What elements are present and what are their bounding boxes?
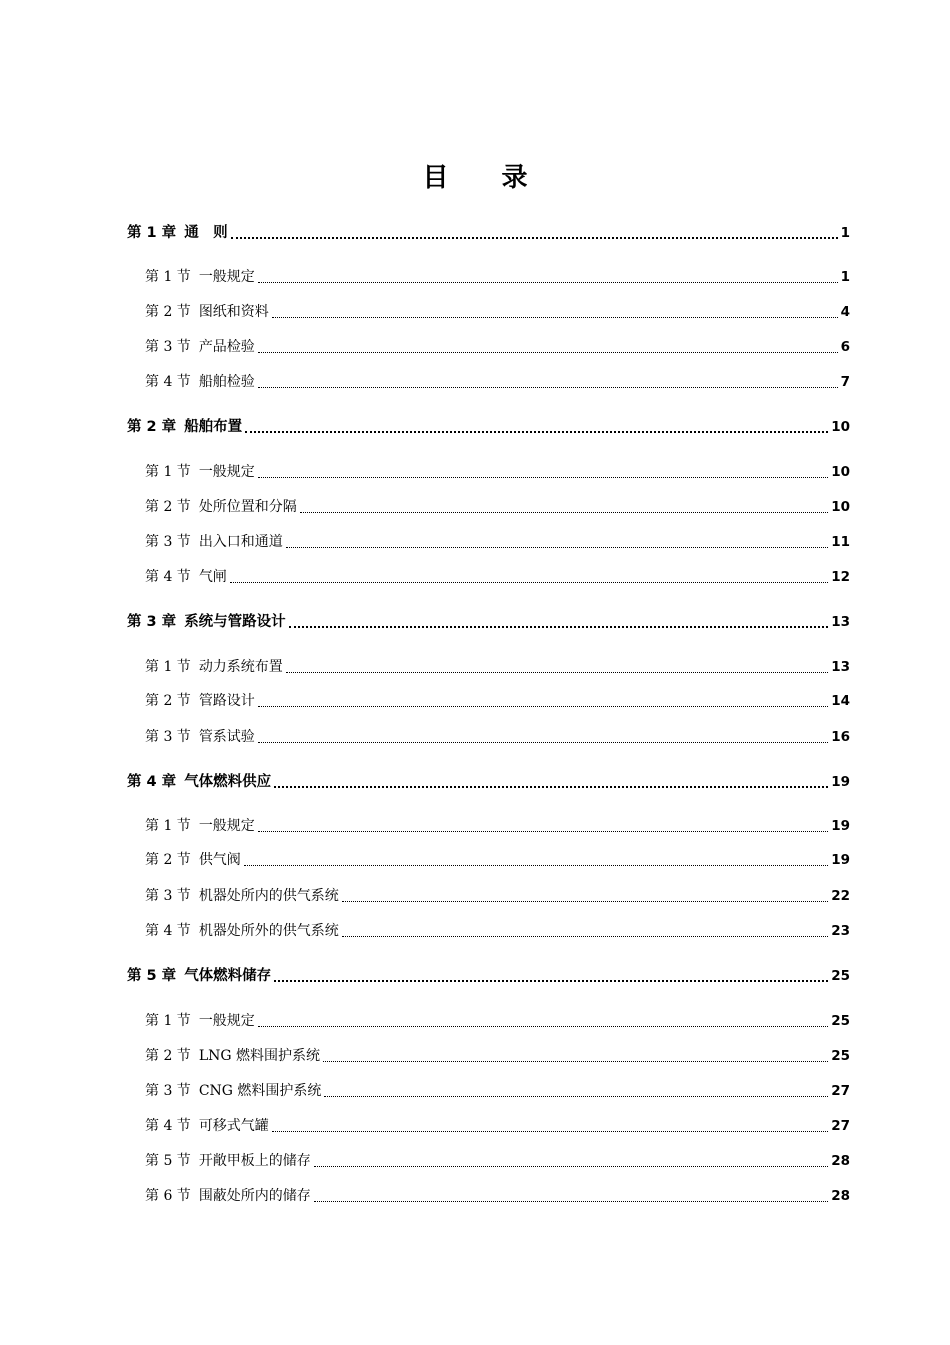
toc-chapter-4[interactable]: [127, 771, 850, 793]
dot-leader: [286, 547, 828, 548]
toc-chapter-3[interactable]: [127, 611, 850, 633]
dot-leader: [323, 1061, 828, 1062]
dot-leader: [258, 282, 838, 283]
section-number: 第 4 节: [145, 923, 191, 939]
toc-section-2-2[interactable]: [145, 496, 850, 518]
section-number: 第 4 节: [145, 374, 191, 390]
section-title: 处所位置和分隔: [198, 499, 297, 515]
dot-leader: [258, 1026, 828, 1027]
dot-leader: [258, 387, 838, 388]
section-number: 第 1 节: [145, 1013, 191, 1029]
toc-chapter-1[interactable]: [127, 222, 850, 244]
section-number: 第 1 节: [145, 464, 191, 480]
page-number: 10: [831, 499, 850, 515]
section-number: 第 3 节: [145, 729, 191, 745]
toc-section-5-6[interactable]: [145, 1185, 850, 1207]
page-number: 19: [831, 852, 850, 868]
page-number: 16: [831, 729, 850, 745]
page-number: 25: [831, 1048, 850, 1064]
section-title: 开敞甲板上的储存: [198, 1153, 311, 1169]
section-title: 管系试验: [198, 729, 255, 745]
page-number: 27: [831, 1083, 850, 1099]
page-number: 13: [831, 659, 850, 675]
section-title: 可移式气罐: [198, 1118, 269, 1134]
chapter-title: 通 则: [184, 225, 228, 241]
toc-section-4-3[interactable]: [145, 885, 850, 907]
dot-leader: [289, 626, 829, 628]
section-number: 第 1 节: [145, 269, 191, 285]
dot-leader: [314, 1201, 828, 1202]
page-number: 13: [831, 614, 850, 630]
page-number: 19: [831, 774, 850, 790]
section-title: 机器处所内的供气系统: [198, 888, 339, 904]
section-title: 动力系统布置: [198, 659, 283, 675]
section-title: 船舶检验: [198, 374, 255, 390]
section-number: 第 4 节: [145, 569, 191, 585]
section-number: 第 2 节: [145, 304, 191, 320]
dot-leader: [314, 1166, 828, 1167]
dot-leader: [274, 786, 828, 788]
section-title: 一般规定: [198, 464, 255, 480]
page-number: 6: [840, 339, 850, 355]
section-number: 第 6 节: [145, 1188, 191, 1204]
toc-section-3-3[interactable]: [145, 726, 850, 748]
toc-section-3-2[interactable]: [145, 690, 850, 712]
page-number: 12: [831, 569, 850, 585]
section-title: 供气阀: [198, 852, 241, 868]
section-number: 第 4 节: [145, 1118, 191, 1134]
page-number: 14: [831, 693, 850, 709]
section-number: 第 2 节: [145, 1048, 191, 1064]
page-number: 10: [831, 419, 850, 435]
page-number: 4: [840, 304, 850, 320]
page-number: 1: [840, 225, 850, 241]
section-title: 出入口和通道: [198, 534, 283, 550]
section-title: 管路设计: [198, 693, 255, 709]
section-title: 一般规定: [198, 1013, 255, 1029]
dot-leader: [258, 352, 838, 353]
toc-section-1-4[interactable]: [145, 371, 850, 393]
page-number: 22: [831, 888, 850, 904]
toc-section-5-1[interactable]: [145, 1010, 850, 1032]
dot-leader: [324, 1096, 828, 1097]
section-number: 第 1 节: [145, 818, 191, 834]
toc-section-2-3[interactable]: [145, 531, 850, 553]
page-number: 25: [831, 1013, 850, 1029]
dot-leader: [274, 980, 828, 982]
page-number: 28: [831, 1153, 850, 1169]
section-number: 第 3 节: [145, 534, 191, 550]
page-number: 25: [831, 968, 850, 984]
toc-chapter-5[interactable]: [127, 965, 850, 987]
section-number: 第 2 节: [145, 852, 191, 868]
toc-section-2-4[interactable]: [145, 566, 850, 588]
chapter-number: 第 2 章: [127, 419, 177, 435]
toc-section-5-5[interactable]: [145, 1150, 850, 1172]
dot-leader: [244, 865, 828, 866]
dot-leader: [258, 742, 828, 743]
dot-leader: [245, 431, 828, 433]
toc-section-1-3[interactable]: [145, 336, 850, 358]
section-title: 气闸: [198, 569, 227, 585]
page-number: 1: [840, 269, 850, 285]
page-number: 10: [831, 464, 850, 480]
dot-leader: [286, 672, 828, 673]
chapter-number: 第 5 章: [127, 968, 177, 984]
section-title: 图纸和资料: [198, 304, 269, 320]
section-title: 一般规定: [198, 818, 255, 834]
section-title: CNG 燃料围护系统: [198, 1083, 322, 1099]
toc-title: 目 录: [422, 163, 550, 193]
page-number: 11: [831, 534, 850, 550]
chapter-number: 第 1 章: [127, 225, 177, 241]
dot-leader: [272, 1131, 828, 1132]
toc-section-1-1[interactable]: [145, 266, 850, 288]
dot-leader: [231, 237, 838, 239]
section-number: 第 2 节: [145, 693, 191, 709]
dot-leader: [230, 582, 828, 583]
page-number: 7: [840, 374, 850, 390]
toc-section-3-1[interactable]: [145, 656, 850, 678]
page-number: 23: [831, 923, 850, 939]
toc-section-5-2[interactable]: [145, 1045, 850, 1067]
toc-section-5-4[interactable]: [145, 1115, 850, 1137]
section-title: 围蔽处所内的储存: [198, 1188, 311, 1204]
section-number: 第 1 节: [145, 659, 191, 675]
page-number: 28: [831, 1188, 850, 1204]
dot-leader: [258, 831, 828, 832]
dot-leader: [342, 936, 828, 937]
page-number: 19: [831, 818, 850, 834]
page-number: 27: [831, 1118, 850, 1134]
chapter-title: 系统与管路设计: [184, 614, 286, 630]
dot-leader: [342, 901, 828, 902]
section-number: 第 3 节: [145, 1083, 191, 1099]
section-title: 产品检验: [198, 339, 255, 355]
chapter-number: 第 3 章: [127, 614, 177, 630]
section-number: 第 5 节: [145, 1153, 191, 1169]
section-title: LNG 燃料围护系统: [198, 1048, 320, 1064]
chapter-number: 第 4 章: [127, 774, 177, 790]
section-number: 第 2 节: [145, 499, 191, 515]
dot-leader: [272, 317, 838, 318]
toc-chapter-2[interactable]: [127, 416, 850, 438]
toc-section-4-1[interactable]: [145, 815, 850, 837]
dot-leader: [258, 477, 828, 478]
section-number: 第 3 节: [145, 888, 191, 904]
toc-section-4-2[interactable]: [145, 849, 850, 871]
section-title: 机器处所外的供气系统: [198, 923, 339, 939]
section-number: 第 3 节: [145, 339, 191, 355]
section-title: 一般规定: [198, 269, 255, 285]
chapter-title: 船舶布置: [184, 419, 243, 435]
toc-section-5-3[interactable]: [145, 1080, 850, 1102]
toc-section-4-4[interactable]: [145, 920, 850, 942]
toc-section-1-2[interactable]: [145, 301, 850, 323]
toc-section-2-1[interactable]: [145, 461, 850, 483]
dot-leader: [300, 512, 828, 513]
dot-leader: [258, 706, 828, 707]
chapter-title: 气体燃料供应: [184, 774, 272, 790]
chapter-title: 气体燃料储存: [184, 968, 272, 984]
